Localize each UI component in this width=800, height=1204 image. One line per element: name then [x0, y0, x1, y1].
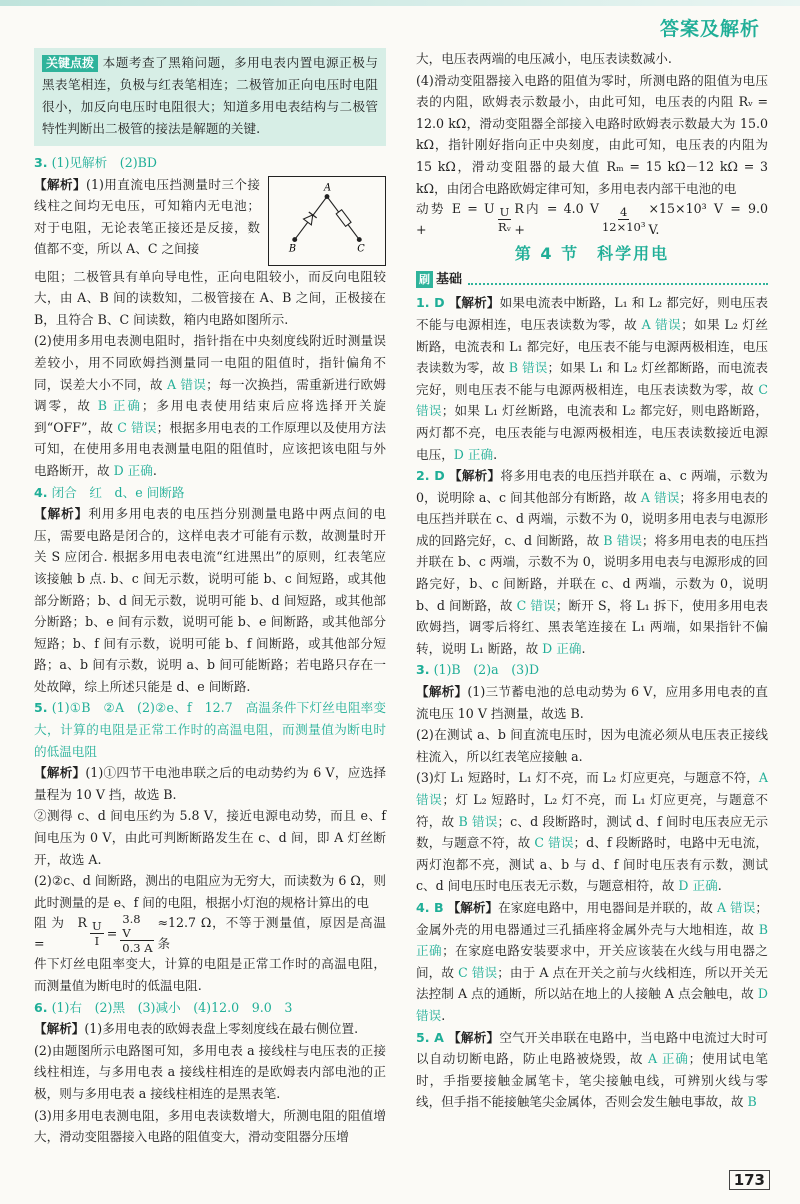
- q6-analysis-2: (2)由题图所示电路图可知，多用电表 a 接线柱与电压表的正接线柱相连，与多用电表 a 接线柱相连的是欧姆表内部电池的正极，则与多用电表 a 接线柱相连的是黑表笔.: [34, 1042, 386, 1101]
- q5-analysis-2: ②测得 c、d 间电压约为 5.8 V，接近电源电动势，而且 e、f 间电压为 0 V，由此可判断断路发生在 c、d 间，即 A 灯丝断开，故选 A.: [34, 808, 386, 867]
- a3-answer: 3. (1)B (2)a (3)D: [416, 662, 540, 678]
- top-color-bar: [0, 0, 800, 6]
- q6-formula: 动势 E = U + $\frac{U}{\text{Rᵥ}}$ R内 = 4.0 V + $\frac{4}{\text{12×10³}}$ ×15×10³ V = 9.0 V.: [416, 200, 768, 238]
- label-b: B: [288, 242, 297, 254]
- basics-header: [416, 269, 768, 291]
- a2: 2. D 【解析】将多用电表的电压挡并联在 a、c 两端，示数为 0，说明除 a、c 间其他部分有断路，故 A 错误；将多用电表的电压挡并联在 c、d 两端，示数不为 0，说明多用电表与电源形成的回路完好，c、d 间断路，故 B 错误；将多用电表的电压挡并联在 b、c 两端，示数不为 0，说明多用电表与电源形成的回路完好，b、c 间断路，并联在 c、d 两端，示数为 0，说明 b、d 间断路，故 C 错误；断开 S，将 L₁ 拆下，使用多用电表欧姆挡，调零后将红、黑表笔连接在 L₁ 两端，如果指针不偏转，说明 L₁ 断路，故 D 正确.: [416, 468, 768, 656]
- a5: 5. A 【解析】空气开关串联在电路中，当电路中电流过大时可以自动切断电路，防止电路被烧毁，故 A 正确；使用试电笔时，手指要接触金属笔卡，笔尖接触电线，可辨别火线与零线，但手指不能接触笔尖金属体，否则会发生触电事故，故 B: [416, 1029, 768, 1110]
- q4-analysis: 【解析】利用多用电表的电压挡分别测量电路中两点间的电压，需要电路是闭合的，这样电表才可能有示数，故测量时开关 S 应闭合. 根据多用电表电流“红进黑出”的原则，红表笔应该接触 b 点. b、c 间无示数，说明可能 b、c 间短路，或其他部分断路；b、d 间无示数，说明可能 b、d 间短路，或其他部分断路；b、e 间有示数，说明可能 b、e 间断路，或其他部分短路；b、f 间有示数，说明可能 b、f 间断路，或其他部分短路；a、b 间有示数，说明 a、b 间可能断路；若电路只存在一处故障，综上所述只能是 d、e 间断路.: [34, 506, 387, 694]
- header-title: 答案及解析: [659, 18, 760, 40]
- q5-analysis-3: (2)②c、d 间断路，测出的电阻应为无穷大，而读数为 6 Ω，则此时测量的是 e、f 间的电阻，根据小灯泡的规格计算出的电: [34, 873, 386, 910]
- basics-tag: 刷: [416, 271, 433, 288]
- left-column: [34, 48, 386, 1148]
- basics-label: 基础: [436, 271, 463, 287]
- page-number: 173: [729, 1170, 770, 1190]
- q5-formula: 阻为 R = $\frac{U}{I}$ = $\frac{3.8 V}{0.3 A}$ ≈12.7 Ω，不等于测量值，原因是高温条: [34, 911, 386, 955]
- a3-analysis-3: (3)灯 L₁ 短路时，L₁ 灯不亮，而 L₂ 灯应更亮，与题意不符，A 错误；灯 L₂ 短路时，L₂ 灯不亮，而 L₁ 灯应更亮，与题意不符，故 B 错误；c、d 段断路时，测试 d、f 间时电压表应无示数，与题意不符，故 C 错误；d、f 段断路时，电路中无电流，两灯泡都不亮，测试 a、b 与 d、f 间时电压表有示数，测试 c、d 间电压时电压表无示数，与题意相符，故 D 正确.: [416, 770, 768, 894]
- section-title: 第 4 节 科学用电: [514, 244, 670, 264]
- label-a: A: [324, 182, 332, 194]
- a3-analysis-1: 【解析】(1)三节蓄电池的总电动势为 6 V，应用多用电表的直流电压 10 V 挡测量，故选 B.: [416, 684, 769, 721]
- q5-analysis-1: 【解析】(1)①四节干电池串联之后的电动势约为 6 V，应选择量程为 10 V 挡，故选 B.: [34, 765, 387, 802]
- q3-analysis-2: (2)使用多用电表测电阻时，指针指在中央刻度线附近时测量误差较小，用不同欧姆挡测量同一电阻的阻值时，指针偏角不同，误差大小不同，故 A 错误；每一次换挡，需重新进行欧姆调零，故 B 正确；多用电表使用结束后应将选择开关旋到“OFF”，故 C 错误；根据多用电表的工作原理以及使用方法可知，在使用多用电表测量电阻的阻值时，应该把该电阻与外电路断开，故 D 正确.: [34, 333, 387, 478]
- label-c: C: [357, 242, 365, 254]
- right-column: [416, 48, 768, 1113]
- q4-answer: 4. 闭合 红 d、e 间断路: [34, 484, 185, 500]
- q3-analysis-block: 【解析】(1)用直流电压挡测量时三个接线柱之间均无电压，可知箱内无电池；对于电阻，无论表笔正接还是反接，数值都不变，所以 A、C 之间接 A B C: [34, 174, 386, 266]
- q5-answer: 5. (1)①B ②A (2)②e、f 12.7 高温条件下灯丝电阻率变大，计算的电阻是正常工作时的高温电阻，而测量值为断电时的低温电阻: [34, 700, 386, 759]
- resistor-symbol: [336, 209, 351, 226]
- a3-analysis-2: (2)在测试 a、b 间直流电压时，因为电流必须从电压表正接线柱流入，所以红表笔应接触 a.: [416, 727, 768, 764]
- key-point-tag: 关键点拨: [42, 55, 98, 72]
- q6-analysis-cont: 大，电压表两端的电压减小，电压表读数减小.: [416, 51, 672, 66]
- basics-divider: [468, 275, 768, 285]
- q6-answer: 6. (1)右 (2)黑 (3)减小 (4)12.0 9.0 3: [34, 999, 293, 1015]
- q6-analysis-1: 【解析】(1)多用电表的欧姆表盘上零刻度线在最右侧位置.: [34, 1021, 359, 1037]
- key-point-box: [34, 48, 386, 146]
- a4: 4. B 【解析】在家庭电路中，用电器间是并联的，故 A 错误；金属外壳的用电器通过三孔插座将金属外壳与大地相连，故 B 正确；在家庭电路安装要求中，开关应该装在火线与用电器之间，故 C 错误；由于 A 点在开关之前与火线相连，所以开关无法控制 A 点的通断，所以站在地上的人接触 A 点会触电，故 D 错误.: [416, 899, 769, 1023]
- q6-analysis-4: (4)滑动变阻器接入电路的阻值为零时，所测电路的阻值为电压表的内阻，欧姆表示数最小，由此可知，电压表的内阻 Rᵥ = 12.0 kΩ，滑动变阻器全部接入电路时欧姆表示数最大为 15.0 kΩ，指针刚好指向正中央刻度，由此可知，电压表的内阻为 15 kΩ，滑动变阻器的最大值 Rₘ = 15 kΩ－12 kΩ = 3 kΩ，由闭合电路欧姆定律可知，多用电表内部干电池的电: [416, 72, 768, 196]
- circuit-diagram: [268, 176, 386, 266]
- q6-analysis-3: (3)用多用电表测电阻，多用电表读数增大，所测电阻的阻值增大，滑动变阻器接入电路的阻值变大，滑动变阻器分压增: [34, 1107, 386, 1145]
- a1: 1. D 【解析】如果电流表中断路，L₁ 和 L₂ 都完好，则电压表不能与电源相连，电压表读数为零，故 A 错误；如果 L₂ 灯丝断路，电流表和 L₁ 都完好，电压表不能与电源两极相连，电压表读数为零，故 B 错误；如果 L₁ 和 L₂ 灯丝都断路，而电流表完好，则电压表不能与电源两极相连，电压表读数为零，故 C 错误；如果 L₁ 灯丝断路，电流表和 L₂ 都完好，则电路断路，两灯都不亮，电压表能与电源两极相连，电压表读数接近电源电压，D 正确.: [416, 295, 768, 462]
- q5-analysis-4: 件下灯丝电阻率变大，计算的电阻是正常工作时的高温电阻，而测量值为断电时的低温电阻.: [34, 956, 386, 993]
- q3-analysis-cont: 电阻；二极管具有单向导电性，正向电阻较小，而反向电阻较大，由 A、B 间的读数知，二极管接在 A、B 之间，正极接在 B，且符合 B、C 间读数，箱内电路如图所示.: [34, 268, 386, 327]
- q3-answer: 3. (1)见解析 (2)BD: [34, 155, 157, 170]
- key-point-text: 本题考查了黑箱问题，多用电表内置电源正极与黑表笔相连，负极与红表笔相连；二极管加正向电压时电阻很小，加反向电压时电阻很大；知道多用电表结构与二极管特性判断出二极管的接法是解题的关键.: [42, 55, 378, 136]
